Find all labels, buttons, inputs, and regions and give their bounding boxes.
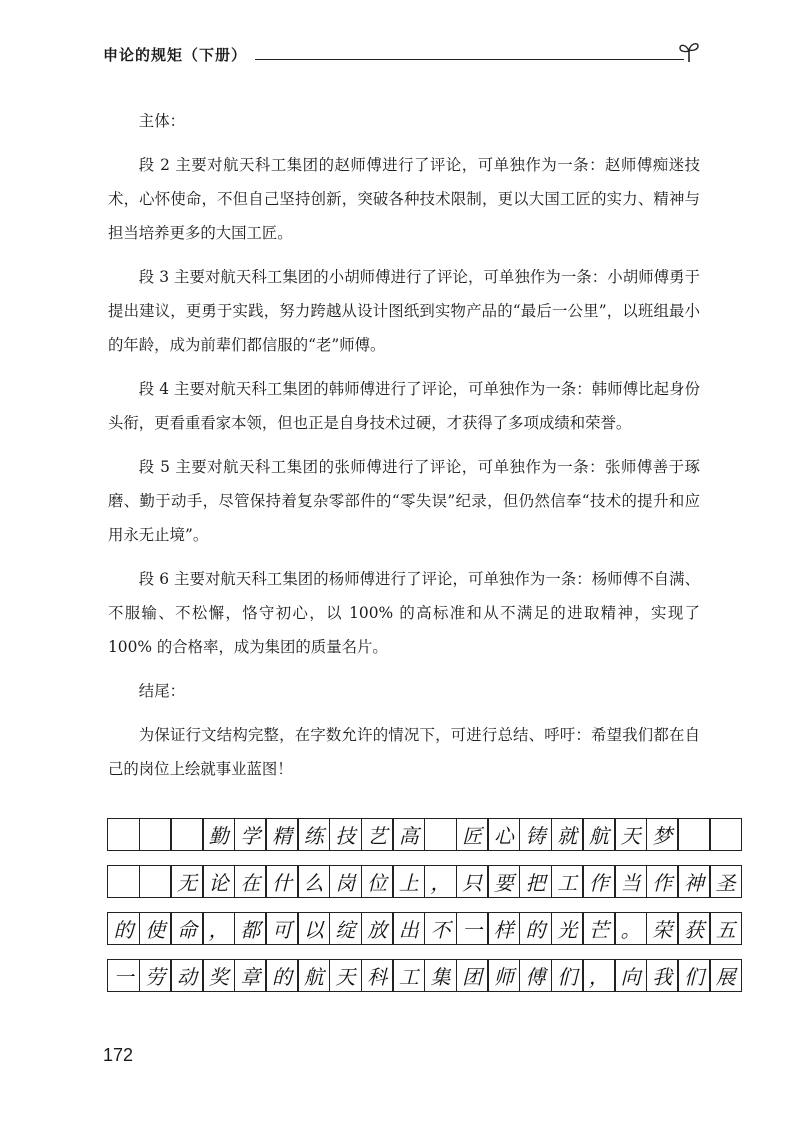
grid-cell [170,818,203,851]
paragraph: 段 5 主要对航天科工集团的张师傅进行了评论，可单独作为一条：张师傅善于琢磨、勤于动手，尽管保持着复杂零部件的“零失误”纪录，但仍然信奉“技术的提升和应用永无止境”。 [108,458,700,544]
grid-cell: 章 [234,959,267,992]
grid-cell: 精 [265,818,298,851]
paragraph: 为保证行文结构完整，在字数允许的情况下，可进行总结、呼吁：希望我们都在自己的岗位上绘就事业蓝图！ [108,726,700,778]
grid-cell: 出 [392,912,425,945]
grid-cell [677,818,710,851]
grid-cell: 圣 [709,865,742,898]
grid-cell: 梦 [646,818,679,851]
grid-cell: 要 [487,865,520,898]
grid-cell: 岗 [329,865,362,898]
grid-cell: 作 [646,865,679,898]
grid-cell: 展 [709,959,742,992]
sprout-icon [678,38,700,64]
grid-cell [424,818,457,851]
grid-cell: 获 [677,912,710,945]
grid-cell: 把 [519,865,552,898]
grid-cell: 一 [107,959,140,992]
grid-cell: 航 [582,818,615,851]
grid-cell: ， [424,865,457,898]
grid-cell: 傅 [519,959,552,992]
grid-cell: 的 [107,912,140,945]
grid-cell [139,865,172,898]
grid-cell: ， [202,912,235,945]
grid-cell: 五 [709,912,742,945]
grid-cell [107,865,140,898]
grid-cell: 。 [614,912,647,945]
grid-cell: 以 [297,912,330,945]
grid-cell: 荣 [646,912,679,945]
grid-cell: 芒 [582,912,615,945]
grid-cell: 都 [234,912,267,945]
grid-cell: 们 [551,959,584,992]
grid-cell [107,818,140,851]
grid-cell: 当 [614,865,647,898]
grid-cell: 勤 [202,818,235,851]
grid-cell: 的 [519,912,552,945]
running-header [103,36,700,66]
grid-cell: 我 [646,959,679,992]
grid-cell: 们 [677,959,710,992]
grid-cell: 在 [234,865,267,898]
grid-cell: 上 [392,865,425,898]
grid-cell: 高 [392,818,425,851]
header-rule [255,59,684,60]
paragraph: 段 3 主要对航天科工集团的小胡师傅进行了评论，可单独作为一条：小胡师傅勇于提出建议，更勇于实践，努力跨越从设计图纸到实物产品的“最后一公里”，以班组最小的年龄，成为前辈们都信服的“老”师傅。 [108,268,700,354]
grid-cell: 只 [456,865,489,898]
grid-cell: 科 [361,959,394,992]
grid-cell: 练 [297,818,330,851]
grid-cell: 绽 [329,912,362,945]
grid-cell: 铸 [519,818,552,851]
grid-row [107,912,742,945]
grid-cell: 论 [202,865,235,898]
grid-cell: 无 [170,865,203,898]
grid-cell: 学 [234,818,267,851]
grid-cell: 劳 [139,959,172,992]
section-label: 结尾： [138,682,185,700]
grid-cell: 天 [614,818,647,851]
grid-cell: 神 [677,865,710,898]
grid-cell: 光 [551,912,584,945]
section-label: 主体： [138,112,185,130]
grid-cell: 放 [361,912,394,945]
grid-cell: 心 [487,818,520,851]
grid-cell: 么 [297,865,330,898]
grid-cell: 动 [170,959,203,992]
grid-cell: 作 [582,865,615,898]
answer-grid [107,818,742,1006]
grid-cell: 天 [329,959,362,992]
grid-cell: 艺 [361,818,394,851]
grid-cell: 命 [170,912,203,945]
grid-cell [139,818,172,851]
grid-cell: ， [582,959,615,992]
grid-row [107,865,742,898]
paragraph: 段 6 主要对航天科工集团的杨师傅进行了评论，可单独作为一条：杨师傅不自满、不服输、不松懈，恪守初心，以 100% 的高标准和从不满足的进取精神，实现了 100% 的合格率，成为集团的质量名片。 [108,570,700,656]
grid-row [107,959,742,992]
grid-cell: 什 [265,865,298,898]
paragraph: 段 2 主要对航天科工集团的赵师傅进行了评论，可单独作为一条：赵师傅痴迷技术，心怀使命，不但自己坚持创新，突破各种技术限制，更以大国工匠的实力、精神与担当培养更多的大国工匠。 [108,156,700,242]
grid-cell: 技 [329,818,362,851]
grid-cell [709,818,742,851]
grid-cell: 使 [139,912,172,945]
grid-row [107,818,742,851]
grid-cell: 位 [361,865,394,898]
grid-cell: 集 [424,959,457,992]
body-text [108,104,700,796]
header-title: 申论的规矩（下册） [103,46,248,64]
grid-cell: 向 [614,959,647,992]
grid-cell: 可 [265,912,298,945]
grid-cell: 匠 [456,818,489,851]
page-number: 172 [103,1045,134,1065]
grid-cell: 的 [265,959,298,992]
grid-cell: 就 [551,818,584,851]
grid-cell: 奖 [202,959,235,992]
grid-cell: 不 [424,912,457,945]
paragraph: 段 4 主要对航天科工集团的韩师傅进行了评论，可单独作为一条：韩师傅比起身份头衔，更看重看家本领，但也正是自身技术过硬，才获得了多项成绩和荣誉。 [108,380,700,432]
grid-cell: 航 [297,959,330,992]
grid-cell: 师 [487,959,520,992]
grid-cell: 团 [456,959,489,992]
grid-cell: 样 [487,912,520,945]
grid-cell: 一 [456,912,489,945]
grid-cell: 工 [551,865,584,898]
grid-cell: 工 [392,959,425,992]
